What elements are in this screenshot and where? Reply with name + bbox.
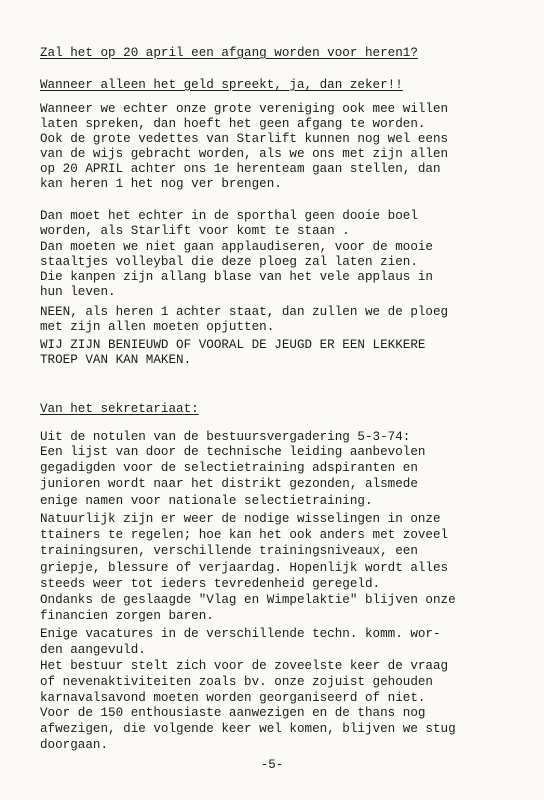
- paragraph-line: laten spreken, dan hoeft het geen afgang te worden.: [40, 117, 426, 131]
- paragraph-line: Ondanks de geslaagde "Vlag en Wimpelaktie" blijven onze: [40, 593, 456, 607]
- paragraph-line: op 20 APRIL achter ons 1e herenteam gaan stellen, dan: [40, 162, 441, 176]
- paragraph-line: staaltjes volleybal die deze ploeg zal laten zien.: [40, 255, 418, 269]
- paragraph-line: ttainers te regelen; hoe kan het ook anders met zoveel: [40, 528, 449, 542]
- paragraph-line: Voor de 150 enthousiaste aanwezigen en de thans nog: [40, 706, 426, 720]
- paragraph-line: Het bestuur stelt zich voor de zoveelste keer de vraag: [40, 659, 449, 673]
- paragraph-line: TROEP VAN KAN MAKEN.: [40, 353, 192, 367]
- paragraph-line: Ook de grote vedettes van Starlift kunnen nog wel eens: [40, 132, 449, 146]
- paragraph-line: kan heren 1 het nog ver brengen.: [40, 177, 282, 191]
- paragraph-line: trainingsuren, verschillende trainingsniveaux, een: [40, 544, 418, 558]
- paragraph-line: Uit de notulen van de bestuursvergadering 5-3-74:: [40, 430, 411, 444]
- paragraph-line: enige namen voor nationale selectietraining.: [40, 494, 373, 508]
- paragraph-line: den aangevuld.: [40, 643, 146, 657]
- paragraph-line: NEEN, als heren 1 achter staat, dan zullen we de ploeg: [40, 305, 449, 319]
- paragraph-line: Enige vacatures in de verschillende techn. komm. wor-: [40, 627, 441, 641]
- paragraph-line: gegadigden voor de selectietraining adspiranten en: [40, 461, 418, 475]
- subheading-geld: Wanneer alleen het geld spreekt, ja, dan zeker!!: [40, 78, 403, 92]
- paragraph-line: griepje, blessure of verjaardag. Hopenlijk wordt alles: [40, 561, 449, 575]
- paragraph-line: steeds weer tot ieders tevredenheid geregeld.: [40, 577, 381, 591]
- paragraph-line: WIJ ZIJN BENIEUWD OF VOORAL DE JEUGD ER EEN LEKKERE: [40, 338, 426, 352]
- paragraph-line: Die kanpen zijn allang blase van het vele applaus in: [40, 270, 433, 284]
- paragraph-line: Wanneer we echter onze grote vereniging ook mee willen: [40, 102, 449, 116]
- paragraph-line: Een lijst van door de technische leiding aanbevolen: [40, 445, 426, 459]
- paragraph-line: met zijn allen moeten opjutten.: [40, 320, 275, 334]
- paragraph-line: Dan moeten we niet gaan applaudiseren, voor de mooie: [40, 240, 433, 254]
- paragraph-line: junioren wordt naar het distrikt gezonden, alsmede: [40, 477, 418, 491]
- paragraph-line: van de wijs gebracht worden, als we ons met zijn allen: [40, 147, 449, 161]
- paragraph-line: hun leven.: [40, 285, 116, 299]
- paragraph-line: financien zorgen baren.: [40, 609, 214, 623]
- paragraph-line: karnavalsavond moeten worden georganiseerd of niet.: [40, 691, 426, 705]
- paragraph-line: doorgaan.: [40, 738, 109, 752]
- paragraph-line: Dan moet het echter in de sporthal geen dooie boel: [40, 209, 418, 223]
- paragraph-line: of nevenaktiviteiten zoals bv. onze zojuist gehouden: [40, 675, 433, 689]
- paragraph-line: Natuurlijk zijn er weer de nodige wisselingen in onze: [40, 512, 441, 526]
- section-heading-heren1: Zal het op 20 april een afgang worden voor heren1?: [40, 46, 418, 60]
- page-number: -5-: [260, 758, 284, 772]
- paragraph-line: afwezigen, die volgende keer wel komen, blijven we stug: [40, 722, 456, 736]
- paragraph-line: worden, als Starlift voor komt te staan .: [40, 224, 350, 238]
- section-heading-sekretariaat: Van het sekretariaat:: [40, 402, 199, 416]
